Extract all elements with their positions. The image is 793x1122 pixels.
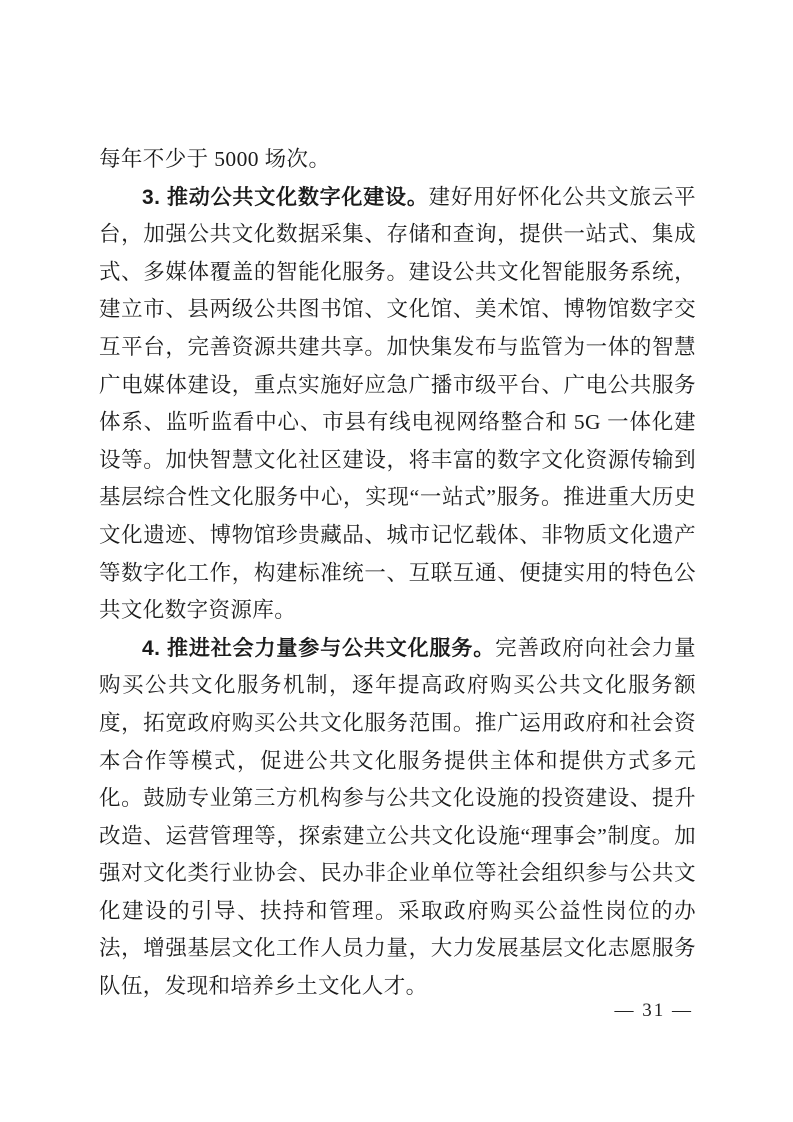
paragraph-heading: 3. 推动公共文化数字化建设。 (142, 185, 429, 209)
paragraph-item-4 (99, 630, 696, 1006)
paragraph-item-3 (99, 179, 696, 630)
paragraph-continuation (99, 141, 696, 179)
paragraph-text: 完善政府向社会力量购买公共文化服务机制，逐年提高政府购买公共文化服务额度，拓宽政府购买公共文化服务范围。推广运用政府和社会资本合作等模式，促进公共文化服务提供主体和提供方式多元化。鼓励专业第三方机构参与公共文化设施的投资建设、提升改造、运营管理等，探索建立公共文化设施“理事会”制度。加强对文化类行业协会、民办非企业单位等社会组织参与公共文化建设的引导、扶持和管理。采取政府购买公益性岗位的办法，增强基层文化工作人员力量，大力发展基层文化志愿服务队伍，发现和培养乡土文化人才。 (99, 635, 696, 999)
paragraph-heading: 4. 推进社会力量参与公共文化服务。 (142, 636, 496, 660)
paragraph-text: 每年不少于 5000 场次。 (99, 147, 331, 171)
paragraph-text: 建好用好怀化公共文旅云平台，加强公共文化数据采集、存储和查询，提供一站式、集成式、多媒体覆盖的智能化服务。建设公共文化智能服务系统，建立市、县两级公共图书馆、文化馆、美术馆、博物馆数字交互平台，完善资源共建共享。加快集发布与监管为一体的智慧广电媒体建设，重点实施好应急广播市级平台、广电公共服务体系、监听监看中心、市县有线电视网络整合和 5G 一体化建设等。加快智慧文化社区建设，将丰富的数字文化资源传输到基层综合性文化服务中心，实现“一站式”服务。推进重大历史文化遗迹、博物馆珍贵藏品、城市记忆载体、非物质文化遗产等数字化工作，构建标准统一、互联互通、便捷实用的特色公共文化数字资源库。 (99, 184, 696, 623)
document-body (99, 141, 696, 1006)
page-number: — 31 — (614, 1000, 693, 1021)
